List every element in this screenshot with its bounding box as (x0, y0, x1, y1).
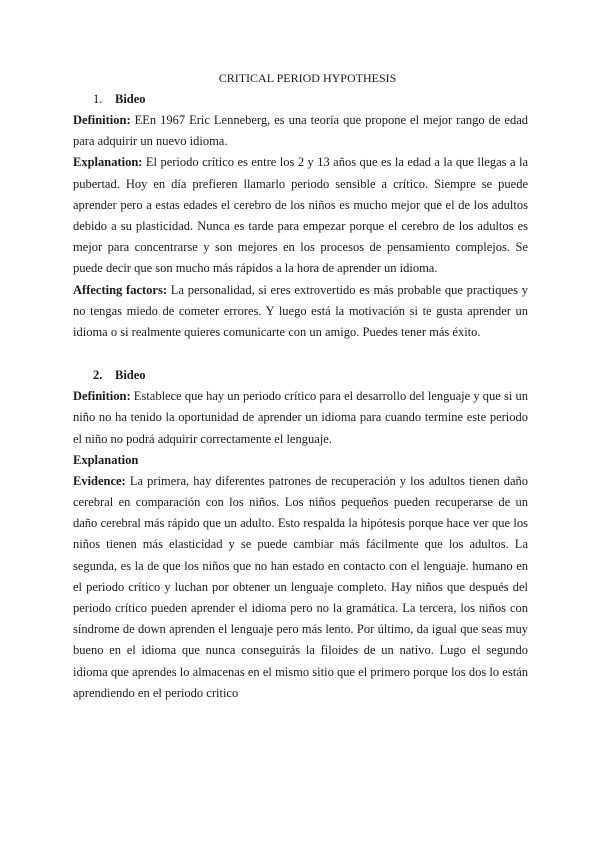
section-1-explanation-text: El periodo crítico es entre los 2 y 13 años que es la edad a la que llegas a la pubertad. Hoy en día prefieren llamarlo periodo sensible a crítico. Siempre se puede aprender pero a estas edades el cerebro de los niños es mucho mejor que el de los adultos debido a su plasticidad. Nunca es tarde para empezar porque el cerebro de los adultos es mejor para concentrarse y son mejores en los procesos de pensamiento complejos. Se puede decir que son mucho más rápidos a la hora de aprender un idioma. (73, 155, 528, 276)
section-1-affecting-factors (73, 280, 528, 344)
section-1-affecting-label: Affecting factors: (73, 282, 167, 297)
section-2-heading (73, 365, 528, 386)
section-1-definition-label: Definition: (73, 113, 131, 127)
section-2-definition-label: Definition: (73, 389, 131, 404)
section-1-explanation-label: Explanation: (73, 155, 143, 170)
section-2-heading-text: Bideo (115, 368, 146, 383)
section-spacer (73, 343, 528, 365)
section-2-number: 2. (93, 368, 103, 383)
section-1-definition (73, 110, 528, 152)
section-2-evidence (73, 471, 528, 704)
section-2-evidence-text: La primera, hay diferentes patrones de recuperación y los adultos tienen daño cerebral en comparación con los niños. Los niños pequeños pueden recuperarse de un daño cerebral más rápido que un adulto. Esto respalda la hipótesis porque hace ver que los niños tienen más elasticidad y se puede cambiar más fácilmente que los adultos. La segunda, es la de que los niños que no han estado en contacto con el lenguaje. humano en el periodo crítico y luchan por obtener un lenguaje completo. Hay niños que después del periodo crítico pueden aprender el idioma pero no la gramática. La tercera, los niños con síndrome de down aprenden el lenguaje pero más lento. Por último, da igual que seas muy bueno en el idioma que nunca conseguirás la filoides de un nativo. Lugo el segundo idioma que aprendes lo almacenas en el mismo sitio que el primero porque los dos lo están aprendiendo en el periodo critico (73, 473, 528, 700)
section-2-explanation-heading: Explanation (73, 452, 139, 467)
section-2-definition-text: Establece que hay un periodo crítico para el desarrollo del lenguaje y que si un niño no ha tenido la oportunidad de aprender un idioma para cuando termine este periodo el niño no podrá adquirir correctamente el lenguaje. (73, 389, 528, 446)
section-1-definition-text: EEn 1967 Eric Lenneberg, es una teoría que propone el mejor rango de edad para adquirir un nuevo idioma. (73, 113, 528, 149)
section-2-definition (73, 386, 528, 450)
section-1-heading-text: Bideo (115, 92, 146, 106)
section-1-heading (73, 89, 528, 110)
section-2-evidence-label: Evidence: (73, 473, 126, 488)
section-1-number: 1. (93, 92, 103, 106)
section-1-affecting-text: La personalidad, si eres extrovertido es más probable que practiques y no tengas miedo de cometer errores. Y luego está la motivación si te gusta aprender un idioma o si realmente quieres comunicarte con un amigo. Puedes tener más éxito. (73, 282, 529, 340)
document-title: CRITICAL PERIOD HYPOTHESIS (218, 71, 397, 85)
section-1-explanation (73, 152, 528, 279)
